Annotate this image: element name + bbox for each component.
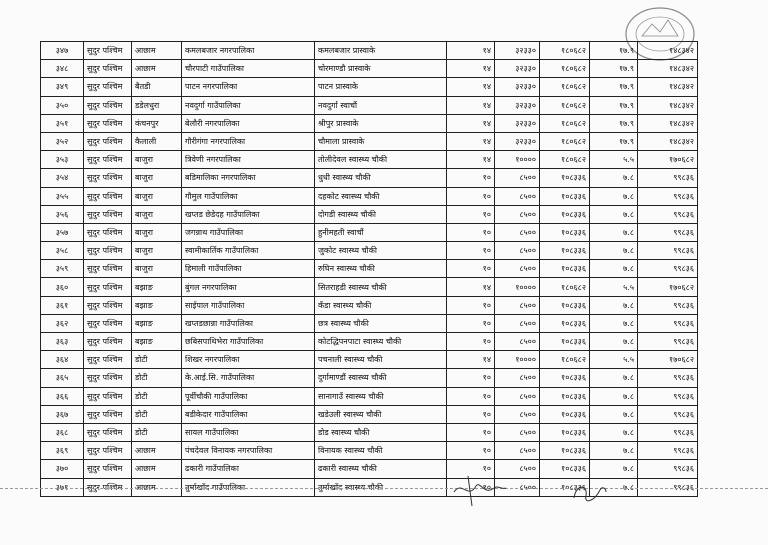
district-cell: बाजुरा [132,169,182,187]
province-cell: सुदुर पश्चिम [84,169,132,187]
value-5-cell: १४८३४२ [638,114,698,132]
municipality-cell: शिखर नगरपालिका [182,351,315,369]
value-4-cell: ५.५ [590,278,638,296]
value-4-cell: ७.८ [590,314,638,332]
value-4-cell: ७.८ [590,296,638,314]
value-2-cell: ३२३३० [495,132,540,150]
value-3-cell: १०८३३६ [540,460,590,478]
province-cell: सुदुर पश्चिम [84,78,132,96]
value-4-cell: १७.९ [590,96,638,114]
value-5-cell: ९९८३६ [638,223,698,241]
health-facility-cell: दुर्गामाण्डौं स्वास्थ्य चौकी [315,369,447,387]
value-2-cell: १०००० [495,278,540,296]
province-cell: सुदुर पश्चिम [84,405,132,423]
district-cell: डोटी [132,351,182,369]
value-1-cell: १० [447,187,495,205]
province-cell: सुदुर पश्चिम [84,96,132,114]
row-number-cell: ३४८ [41,60,84,78]
health-facility-cell: नवदुर्गा स्वाचौं [315,96,447,114]
row-number-cell: ३५८ [41,242,84,260]
value-4-cell: १७.९ [590,42,638,60]
value-4-cell: ७.८ [590,187,638,205]
row-number-cell: ३६६ [41,387,84,405]
table-row [41,223,698,241]
value-1-cell: १४ [447,151,495,169]
district-cell: कंचनपुर [132,114,182,132]
district-cell: बैतडी [132,78,182,96]
municipality-cell: खप्तड छेडेदह गाउँपालिका [182,205,315,223]
value-5-cell: ९९८३६ [638,333,698,351]
health-facility-cell: दोगडी स्वास्थ्य चौकी [315,205,447,223]
district-cell: आछाम [132,60,182,78]
district-cell: डोटी [132,423,182,441]
value-5-cell: १४८३४२ [638,78,698,96]
value-1-cell: १० [447,333,495,351]
value-1-cell: १० [447,314,495,332]
province-cell: सुदुर पश्चिम [84,333,132,351]
value-4-cell: ७.८ [590,387,638,405]
row-number-cell: ३४९ [41,78,84,96]
municipality-cell: गौमुल गाउँपालिका [182,187,315,205]
province-cell: सुदुर पश्चिम [84,187,132,205]
value-3-cell: १०८३३६ [540,423,590,441]
health-facility-cell: जुकोट स्वास्थ्य चौकी [315,242,447,260]
district-cell: बाजुरा [132,187,182,205]
health-facility-cell: हुनीमहती स्वाचौं [315,223,447,241]
value-1-cell: १४ [447,60,495,78]
municipality-cell: बुंगल नगरपालिका [182,278,315,296]
value-1-cell: १० [447,387,495,405]
value-2-cell: ८५०० [495,223,540,241]
table-row [41,351,698,369]
value-1-cell: १४ [447,78,495,96]
row-number-cell: ३६४ [41,351,84,369]
value-1-cell: १४ [447,278,495,296]
health-facility-cell: छत्र स्वास्थ्य चौकी [315,314,447,332]
district-cell: डोटी [132,387,182,405]
value-4-cell: ७.८ [590,442,638,460]
table-row [41,60,698,78]
value-3-cell: १०८३३६ [540,296,590,314]
province-cell: सुदुर पश्चिम [84,114,132,132]
value-5-cell: ९९८३६ [638,405,698,423]
signature-right [570,478,610,510]
health-facility-cell: डोड स्वास्थ्य चौकी [315,423,447,441]
district-cell: आछाम [132,460,182,478]
municipality-cell: कमलबजार नगरपालिका [182,42,315,60]
value-3-cell: १०८३३६ [540,369,590,387]
value-3-cell: १०८३३६ [540,242,590,260]
municipality-cell: साईपाल गाउँपालिका [182,296,315,314]
municipality-cell: के.आई.सि. गाउँपालिका [182,369,315,387]
row-number-cell: ३६० [41,278,84,296]
municipality-cell: बेलौरी नगरपालिका [182,114,315,132]
value-5-cell: ९९८३६ [638,242,698,260]
municipality-cell: छबिसपाथिभेरा गाउँपालिका [182,333,315,351]
value-3-cell: १८०६८२ [540,114,590,132]
value-2-cell: ८५०० [495,187,540,205]
value-4-cell: ७.८ [590,460,638,478]
table-row [41,314,698,332]
province-cell: सुदुर पश्चिम [84,278,132,296]
district-cell: आछाम [132,442,182,460]
row-number-cell: ३६३ [41,333,84,351]
province-cell: सुदुर पश्चिम [84,205,132,223]
health-facility-cell: ढकारी स्वास्थ्य चौकी [315,460,447,478]
district-cell: बझाङ [132,278,182,296]
value-2-cell: ८५०० [495,405,540,423]
province-cell: सुदुर पश्चिम [84,369,132,387]
table-row [41,242,698,260]
value-3-cell: १०८३३६ [540,187,590,205]
row-number-cell: ३५७ [41,223,84,241]
value-2-cell: १०००० [495,151,540,169]
value-2-cell: १०००० [495,351,540,369]
health-facility-cell: तोलीदेवल स्वास्थ्य चौकी [315,151,447,169]
province-cell: सुदुर पश्चिम [84,478,132,496]
province-cell: सुदुर पश्चिम [84,151,132,169]
value-3-cell: १०८३३६ [540,405,590,423]
row-number-cell: ३६१ [41,296,84,314]
value-2-cell: ८५०० [495,460,540,478]
district-cell: डडेलधुरा [132,96,182,114]
province-cell: सुदुर पश्चिम [84,351,132,369]
health-facility-cell: धुधी स्वास्थ्य चौकी [315,169,447,187]
table-row [41,132,698,150]
province-cell: सुदुर पश्चिम [84,260,132,278]
municipality-cell: त्रिवेणी नगरपालिका [182,151,315,169]
value-5-cell: ९९८३६ [638,296,698,314]
health-facility-cell: पचनाली स्वास्थ्य चौकी [315,351,447,369]
district-cell: आछाम [132,42,182,60]
row-number-cell: ३६२ [41,314,84,332]
province-cell: सुदुर पश्चिम [84,460,132,478]
page-bottom-line [0,488,768,489]
value-1-cell: १४ [447,42,495,60]
value-3-cell: १८०६८२ [540,132,590,150]
value-5-cell: ९९८३६ [638,460,698,478]
municipality-cell: सायल गाउँपालिका [182,423,315,441]
province-cell: सुदुर पश्चिम [84,296,132,314]
row-number-cell: ३५६ [41,205,84,223]
district-cell: बाजुरा [132,151,182,169]
row-number-cell: ३५५ [41,187,84,205]
value-1-cell: १४ [447,351,495,369]
health-facility-cell: श्रीपुर प्रास्वाके [315,114,447,132]
value-5-cell: ९९८३६ [638,187,698,205]
district-cell: बझाङ [132,296,182,314]
health-facility-cell: चौमाला प्रास्वाके [315,132,447,150]
row-number-cell: ३५३ [41,151,84,169]
table-row [41,387,698,405]
health-facility-cell: कँडा स्वास्थ्य चौकी [315,296,447,314]
value-4-cell: १७.९ [590,132,638,150]
table-row [41,278,698,296]
province-cell: सुदुर पश्चिम [84,242,132,260]
province-cell: सुदुर पश्चिम [84,60,132,78]
value-1-cell: १० [447,405,495,423]
province-cell: सुदुर पश्चिम [84,314,132,332]
value-4-cell: ७.८ [590,169,638,187]
data-table [40,41,698,497]
value-4-cell: १७.९ [590,78,638,96]
municipality-cell: बडिमालिका नगरपालिका [182,169,315,187]
value-2-cell: ८५०० [495,205,540,223]
value-1-cell: १० [447,260,495,278]
table-row [41,114,698,132]
table-row [41,423,698,441]
province-cell: सुदुर पश्चिम [84,132,132,150]
municipality-cell: चौरपाटी गाउँपालिका [182,60,315,78]
value-1-cell: १४ [447,132,495,150]
value-5-cell: ९९८३६ [638,478,698,496]
value-3-cell: १८०६८२ [540,278,590,296]
row-number-cell: ३७१ [41,478,84,496]
municipality-cell: बडीकेदार गाउँपालिका [182,405,315,423]
value-2-cell: ८५०० [495,314,540,332]
signature-left [450,470,510,510]
municipality-cell: स्वामीकार्तिक गाउँपालिका [182,242,315,260]
health-facility-cell: पाटन प्रास्वाके [315,78,447,96]
municipality-cell: हिमाली गाउँपालिका [182,260,315,278]
value-4-cell: ७.८ [590,369,638,387]
province-cell: सुदुर पश्चिम [84,442,132,460]
table-row [41,169,698,187]
value-5-cell: १४८३४२ [638,60,698,78]
value-2-cell: ३२३३० [495,60,540,78]
value-5-cell: १४८३४२ [638,132,698,150]
row-number-cell: ३५० [41,96,84,114]
value-2-cell: ३२३३० [495,78,540,96]
row-number-cell: ३४७ [41,42,84,60]
value-2-cell: ८५०० [495,369,540,387]
value-3-cell: १०८३३६ [540,223,590,241]
district-cell: कैलाली [132,132,182,150]
value-5-cell: १४८३४२ [638,42,698,60]
value-1-cell: १० [447,296,495,314]
value-1-cell: १० [447,460,495,478]
district-cell: बाजुरा [132,223,182,241]
row-number-cell: ३५९ [41,260,84,278]
table-row [41,369,698,387]
value-1-cell: १० [447,205,495,223]
value-3-cell: १८०६८२ [540,42,590,60]
district-cell: आछाम [132,478,182,496]
value-4-cell: ७.८ [590,478,638,496]
table-row [41,405,698,423]
district-cell: डोटी [132,369,182,387]
health-facility-cell: चोरमाण्डौ प्रास्वाके [315,60,447,78]
value-5-cell: १७०६८२ [638,151,698,169]
district-cell: डोटी [132,405,182,423]
municipality-cell: जगन्नाथ गाउँपालिका [182,223,315,241]
value-3-cell: १०८३३६ [540,205,590,223]
value-2-cell: ३२३३० [495,96,540,114]
value-2-cell: ८५०० [495,333,540,351]
health-facility-cell: विनायक स्वास्थ्य चौकी [315,442,447,460]
table-row [41,151,698,169]
table-body [41,42,698,497]
value-3-cell: १८०६८२ [540,60,590,78]
value-5-cell: ९९८३६ [638,369,698,387]
value-4-cell: ५.५ [590,151,638,169]
municipality-cell: ढकारी गाउँपालिका [182,460,315,478]
value-1-cell: १४ [447,96,495,114]
table-row [41,78,698,96]
value-2-cell: ८५०० [495,442,540,460]
value-4-cell: १७.९ [590,60,638,78]
value-3-cell: १८०६८२ [540,96,590,114]
municipality-cell: पंचदेवल विनायक नगरपालिका [182,442,315,460]
value-2-cell: ३२३३० [495,114,540,132]
value-4-cell: ७.८ [590,242,638,260]
row-number-cell: ३६९ [41,442,84,460]
health-facility-cell: दहकोट स्वास्थ्य चौकी [315,187,447,205]
value-2-cell: ८५०० [495,478,540,496]
value-3-cell: १०८३३६ [540,478,590,496]
value-3-cell: १८०६८२ [540,351,590,369]
value-2-cell: ८५०० [495,423,540,441]
district-cell: बाजुरा [132,242,182,260]
value-5-cell: ९९८३६ [638,169,698,187]
value-5-cell: ९९८३६ [638,442,698,460]
municipality-cell: तुर्माखाँद गाउँपालिका [182,478,315,496]
row-number-cell: ३५१ [41,114,84,132]
value-5-cell: ९९८३६ [638,260,698,278]
value-4-cell: ७.८ [590,260,638,278]
row-number-cell: ३६८ [41,423,84,441]
value-5-cell: १७०६८२ [638,351,698,369]
value-5-cell: ९९८३६ [638,423,698,441]
table-row [41,42,698,60]
value-4-cell: ७.८ [590,405,638,423]
district-cell: बझाङ [132,314,182,332]
district-cell: बझाङ [132,333,182,351]
health-facility-cell: तुर्माखाँद स्वास्थ्य चौकी [315,478,447,496]
row-number-cell: ३६७ [41,405,84,423]
value-3-cell: १०८३३६ [540,314,590,332]
value-3-cell: १०८३३६ [540,260,590,278]
row-number-cell: ३७० [41,460,84,478]
value-2-cell: ८५०० [495,296,540,314]
value-5-cell: ९९८३६ [638,314,698,332]
value-3-cell: १८०६८२ [540,151,590,169]
municipality-cell: पाटन नगरपालिका [182,78,315,96]
value-4-cell: ७.८ [590,223,638,241]
district-cell: बाजुरा [132,205,182,223]
table-row [41,96,698,114]
value-3-cell: १८०६८२ [540,78,590,96]
health-facility-cell: कोटद्धिपनपाटा स्वास्थ्य चौकी [315,333,447,351]
province-cell: सुदुर पश्चिम [84,42,132,60]
value-1-cell: १० [447,369,495,387]
value-4-cell: ७.८ [590,423,638,441]
value-1-cell: १० [447,223,495,241]
district-cell: बाजुरा [132,260,182,278]
municipality-cell: गौरीगंगा नगरपालिका [182,132,315,150]
health-facility-cell: सानागाउँ स्वास्थ्य चौकी [315,387,447,405]
value-1-cell: १० [447,169,495,187]
value-3-cell: १०८३३६ [540,442,590,460]
province-cell: सुदुर पश्चिम [84,223,132,241]
value-5-cell: ९९८३६ [638,205,698,223]
row-number-cell: ३५४ [41,169,84,187]
row-number-cell: ३५२ [41,132,84,150]
health-facility-cell: खडेउली स्वास्थ्य चौकी [315,405,447,423]
value-1-cell: १४ [447,114,495,132]
table-row [41,296,698,314]
value-5-cell: ९९८३६ [638,387,698,405]
table-row [41,260,698,278]
province-cell: सुदुर पश्चिम [84,423,132,441]
table-row [41,205,698,223]
value-2-cell: ८५०० [495,242,540,260]
health-facility-cell: सितराहडी स्वास्थ्य चौकी [315,278,447,296]
table-row [41,442,698,460]
value-1-cell: १० [447,442,495,460]
table-row [41,460,698,478]
value-4-cell: ७.८ [590,333,638,351]
value-3-cell: १०८३३६ [540,333,590,351]
table-row [41,187,698,205]
value-2-cell: ८५०० [495,387,540,405]
value-5-cell: १४८३४२ [638,96,698,114]
municipality-cell: खप्तडछान्ना गाउँपालिका [182,314,315,332]
row-number-cell: ३६५ [41,369,84,387]
value-4-cell: ५.५ [590,351,638,369]
value-5-cell: १७०६८२ [638,278,698,296]
municipality-cell: नवदुर्गा गाउँपालिका [182,96,315,114]
value-1-cell: १० [447,423,495,441]
table-row [41,333,698,351]
value-1-cell: १० [447,242,495,260]
value-4-cell: ७.८ [590,205,638,223]
health-facility-cell: कमलबजार प्रास्वाके [315,42,447,60]
value-3-cell: १०८३३६ [540,169,590,187]
health-facility-cell: रुघिन स्वास्थ्य चौकी [315,260,447,278]
province-cell: सुदुर पश्चिम [84,387,132,405]
municipality-cell: पूर्वीचौकी गाउँपालिका [182,387,315,405]
value-1-cell: १० [447,478,495,496]
value-2-cell: ८५०० [495,260,540,278]
value-3-cell: १०८३३६ [540,387,590,405]
value-2-cell: ३२३३० [495,42,540,60]
value-2-cell: ८५०० [495,169,540,187]
value-4-cell: १७.९ [590,114,638,132]
